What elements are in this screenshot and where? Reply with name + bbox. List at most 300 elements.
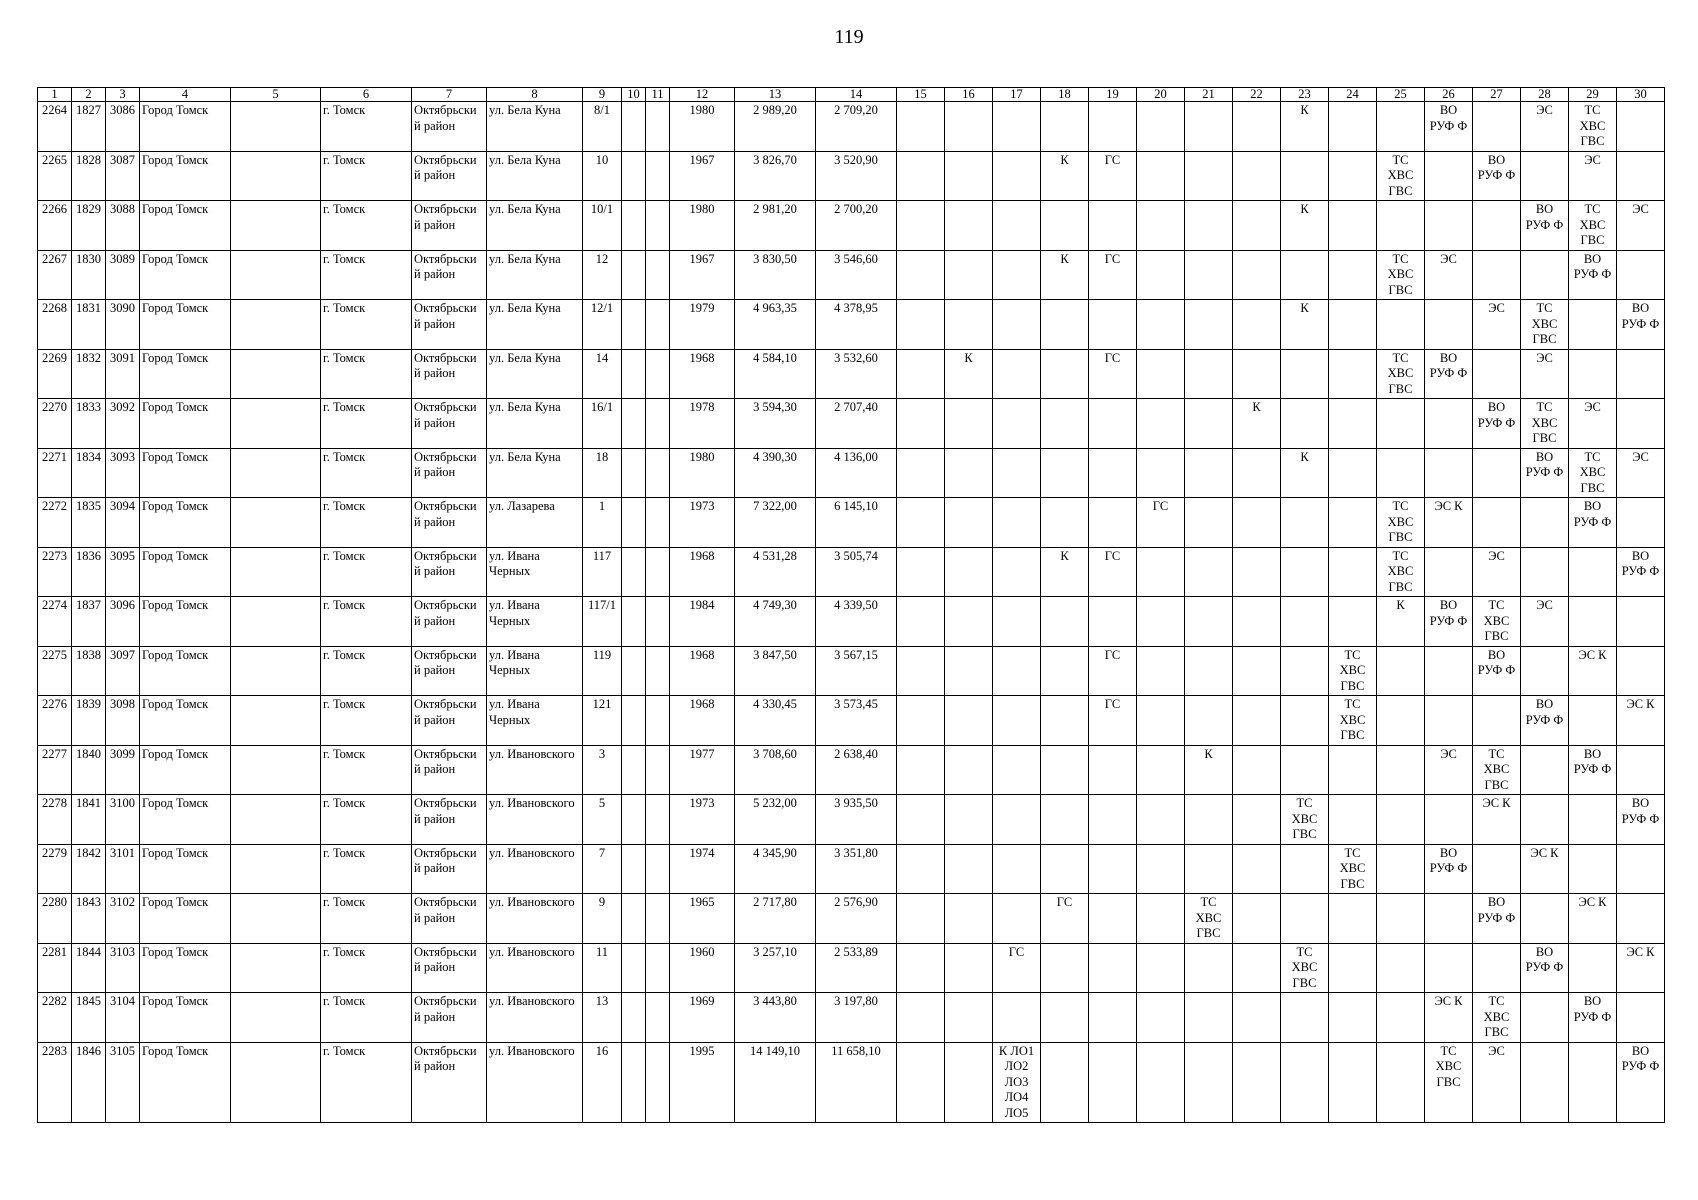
column-header: 18 [1041, 88, 1089, 102]
table-cell: ул. Ивана Черных [487, 646, 583, 696]
table-cell [1329, 448, 1377, 498]
table-cell [1569, 696, 1617, 746]
table-cell [1041, 844, 1089, 894]
table-cell: 3 830,50 [735, 250, 816, 300]
table-cell: Октябрьски й район [412, 448, 487, 498]
table-cell: г. Томск [321, 349, 412, 399]
table-cell: Город Томск [140, 844, 231, 894]
column-header: 17 [993, 88, 1041, 102]
table-cell [1089, 795, 1137, 845]
table-cell [1137, 844, 1185, 894]
table-cell [1233, 300, 1281, 350]
table-cell: ВО РУФ Ф [1569, 993, 1617, 1043]
table-cell: Город Томск [140, 349, 231, 399]
table-cell: 7 [583, 844, 622, 894]
table-cell [993, 646, 1041, 696]
table-cell [646, 943, 670, 993]
table-cell: ГС [1137, 498, 1185, 548]
table-cell: 4 963,35 [735, 300, 816, 350]
table-cell: Город Томск [140, 894, 231, 944]
table-cell: 4 339,50 [816, 597, 897, 647]
table-cell [1377, 201, 1425, 251]
table-cell [622, 102, 646, 152]
table-cell [1521, 745, 1569, 795]
table-cell [231, 300, 321, 350]
table-cell [1569, 349, 1617, 399]
table-cell: ВО РУФ Ф [1617, 1042, 1665, 1123]
table-cell: ТС ХВС ГВС [1329, 646, 1377, 696]
table-cell [1041, 696, 1089, 746]
table-cell: 3 935,50 [816, 795, 897, 845]
table-cell [1617, 894, 1665, 944]
table-cell: 4 345,90 [735, 844, 816, 894]
table-cell: 2 981,20 [735, 201, 816, 251]
table-cell: 3105 [106, 1042, 140, 1123]
table-row [38, 993, 1665, 1043]
table-cell: ЭС К [1617, 943, 1665, 993]
table-cell [1137, 745, 1185, 795]
table-cell [646, 795, 670, 845]
table-cell: 2281 [38, 943, 72, 993]
table-cell [1329, 1042, 1377, 1123]
table-cell [1329, 745, 1377, 795]
table-cell [646, 844, 670, 894]
table-cell [1425, 547, 1473, 597]
table-cell [897, 646, 945, 696]
table-cell [945, 300, 993, 350]
table-cell: 3101 [106, 844, 140, 894]
table-cell: 2282 [38, 993, 72, 1043]
table-cell [622, 745, 646, 795]
table-row [38, 250, 1665, 300]
table-cell [1233, 1042, 1281, 1123]
table-cell: ул. Бела Куна [487, 349, 583, 399]
table-cell [1233, 498, 1281, 548]
table-cell [231, 943, 321, 993]
table-cell [897, 498, 945, 548]
table-cell: К [1281, 201, 1329, 251]
table-cell [231, 1042, 321, 1123]
table-cell: 2283 [38, 1042, 72, 1123]
table-cell: ВО РУФ Ф [1425, 844, 1473, 894]
table-cell [897, 943, 945, 993]
table-cell: 3 594,30 [735, 399, 816, 449]
table-cell [945, 547, 993, 597]
table-cell [646, 646, 670, 696]
table-cell [1233, 547, 1281, 597]
table-cell: ул. Ивановского [487, 943, 583, 993]
table-cell [622, 894, 646, 944]
table-cell [993, 349, 1041, 399]
table-cell: 2264 [38, 102, 72, 152]
column-header: 23 [1281, 88, 1329, 102]
table-cell: 4 749,30 [735, 597, 816, 647]
column-header: 19 [1089, 88, 1137, 102]
table-cell [1137, 597, 1185, 647]
table-cell [1569, 795, 1617, 845]
table-cell: 2277 [38, 745, 72, 795]
table-cell [1089, 844, 1137, 894]
table-cell [646, 201, 670, 251]
table-cell: Октябрьски й район [412, 547, 487, 597]
table-cell: Октябрьски й район [412, 399, 487, 449]
table-cell: Город Томск [140, 1042, 231, 1123]
table-cell [646, 745, 670, 795]
table-cell: ЭС [1425, 745, 1473, 795]
table-row [38, 646, 1665, 696]
table-cell: 3100 [106, 795, 140, 845]
table-cell: 1827 [72, 102, 106, 152]
table-cell [897, 300, 945, 350]
table-cell [646, 1042, 670, 1123]
table-cell [1425, 696, 1473, 746]
table-cell [231, 547, 321, 597]
table-cell [1617, 646, 1665, 696]
table-cell: ГС [1089, 151, 1137, 201]
table-cell [1233, 151, 1281, 201]
table-cell [897, 597, 945, 647]
table-cell [993, 102, 1041, 152]
table-cell: ул. Бела Куна [487, 250, 583, 300]
table-cell: г. Томск [321, 597, 412, 647]
table-cell [993, 547, 1041, 597]
table-cell [1185, 151, 1233, 201]
table-cell [1377, 745, 1425, 795]
table-cell [897, 696, 945, 746]
table-cell [622, 498, 646, 548]
table-cell [1329, 498, 1377, 548]
table-cell [1329, 894, 1377, 944]
table-cell: 3 [583, 745, 622, 795]
table-cell [1185, 448, 1233, 498]
table-cell: ГС [1089, 547, 1137, 597]
table-body [38, 102, 1665, 1123]
table-cell: 3 708,60 [735, 745, 816, 795]
table-cell: ТС ХВС ГВС [1377, 151, 1425, 201]
table-cell [1617, 349, 1665, 399]
table-cell [646, 696, 670, 746]
table-cell [1089, 993, 1137, 1043]
table-cell: г. Томск [321, 745, 412, 795]
table-cell [945, 1042, 993, 1123]
table-cell [646, 993, 670, 1043]
table-cell [622, 448, 646, 498]
table-cell: 1839 [72, 696, 106, 746]
table-cell [1281, 399, 1329, 449]
table-cell: ЭС К [1617, 696, 1665, 746]
column-header: 5 [231, 88, 321, 102]
table-cell [1281, 1042, 1329, 1123]
table-cell [945, 399, 993, 449]
table-cell [646, 547, 670, 597]
table-cell: К [1281, 102, 1329, 152]
table-cell: 1995 [670, 1042, 735, 1123]
table-cell [1089, 745, 1137, 795]
table-cell [897, 250, 945, 300]
table-cell [993, 993, 1041, 1043]
table-cell: 7 322,00 [735, 498, 816, 548]
table-cell: 16/1 [583, 399, 622, 449]
table-cell [1521, 151, 1569, 201]
table-cell [1041, 498, 1089, 548]
table-cell: 2276 [38, 696, 72, 746]
table-cell [945, 498, 993, 548]
table-cell [1425, 646, 1473, 696]
table-cell [1329, 993, 1377, 1043]
table-cell: 1833 [72, 399, 106, 449]
table-cell: 4 136,00 [816, 448, 897, 498]
table-cell [1473, 201, 1521, 251]
table-cell [1569, 300, 1617, 350]
table-cell [1233, 448, 1281, 498]
table-row [38, 498, 1665, 548]
table-cell: ТС ХВС ГВС [1377, 349, 1425, 399]
table-cell: ВО РУФ Ф [1473, 646, 1521, 696]
column-header: 1 [38, 88, 72, 102]
table-cell: ВО РУФ Ф [1569, 498, 1617, 548]
table-cell [646, 349, 670, 399]
table-cell: 1967 [670, 151, 735, 201]
table-row [38, 943, 1665, 993]
table-cell [1185, 498, 1233, 548]
table-cell: 117 [583, 547, 622, 597]
table-cell: 1841 [72, 795, 106, 845]
table-cell [1185, 300, 1233, 350]
column-header: 29 [1569, 88, 1617, 102]
table-cell [1425, 894, 1473, 944]
table-cell [1233, 745, 1281, 795]
table-cell [622, 844, 646, 894]
table-cell [1617, 250, 1665, 300]
table-cell: 1969 [670, 993, 735, 1043]
table-cell: ТС ХВС ГВС [1185, 894, 1233, 944]
table-cell: 1974 [670, 844, 735, 894]
column-header: 2 [72, 88, 106, 102]
table-cell: ул. Ивана Черных [487, 696, 583, 746]
table-cell: ЭС [1569, 151, 1617, 201]
table-cell: ТС ХВС ГВС [1569, 448, 1617, 498]
table-cell: ТС ХВС ГВС [1281, 795, 1329, 845]
column-header: 27 [1473, 88, 1521, 102]
table-cell [646, 250, 670, 300]
table-cell [897, 399, 945, 449]
column-header: 6 [321, 88, 412, 102]
table-row [38, 448, 1665, 498]
table-cell: 1978 [670, 399, 735, 449]
table-cell [1329, 349, 1377, 399]
table-cell: Октябрьски й район [412, 844, 487, 894]
table-cell: ВО РУФ Ф [1425, 597, 1473, 647]
table-cell: 3092 [106, 399, 140, 449]
table-cell [993, 844, 1041, 894]
table-cell [1137, 894, 1185, 944]
table-row [38, 844, 1665, 894]
table-cell: 1968 [670, 349, 735, 399]
table-cell [1569, 943, 1617, 993]
table-cell: 1843 [72, 894, 106, 944]
table-cell: ул. Ивановского [487, 844, 583, 894]
table-cell [646, 300, 670, 350]
table-cell [1089, 201, 1137, 251]
table-cell: ул. Бела Куна [487, 151, 583, 201]
table-cell: 1980 [670, 102, 735, 152]
table-cell: К [1377, 597, 1425, 647]
table-cell: ул. Ивановского [487, 745, 583, 795]
table-cell: К [1185, 745, 1233, 795]
table-cell [897, 844, 945, 894]
table-cell [1137, 102, 1185, 152]
table-cell: ГС [1089, 349, 1137, 399]
table-cell [945, 745, 993, 795]
table-cell: 3087 [106, 151, 140, 201]
table-cell: 119 [583, 646, 622, 696]
table-cell: Октябрьски й район [412, 597, 487, 647]
table-cell [897, 547, 945, 597]
table-cell [231, 993, 321, 1043]
table-cell: ЭС [1617, 201, 1665, 251]
table-cell [945, 943, 993, 993]
column-header: 15 [897, 88, 945, 102]
table-cell [231, 250, 321, 300]
table-cell: Город Томск [140, 943, 231, 993]
table-cell [1473, 696, 1521, 746]
table-cell: 2265 [38, 151, 72, 201]
table-cell: 117/1 [583, 597, 622, 647]
table-cell: 2269 [38, 349, 72, 399]
table-cell: 3 505,74 [816, 547, 897, 597]
table-cell: ТС ХВС ГВС [1569, 201, 1617, 251]
table-cell: Октябрьски й район [412, 102, 487, 152]
table-cell [1329, 201, 1377, 251]
table-cell [945, 894, 993, 944]
table-cell [1569, 1042, 1617, 1123]
table-cell [945, 201, 993, 251]
table-cell [231, 151, 321, 201]
table-cell: К [945, 349, 993, 399]
table-cell [1233, 250, 1281, 300]
table-cell [1329, 250, 1377, 300]
table-cell [1185, 547, 1233, 597]
table-cell: 2274 [38, 597, 72, 647]
table-cell: 8/1 [583, 102, 622, 152]
column-header: 3 [106, 88, 140, 102]
table-cell [1041, 993, 1089, 1043]
table-cell: г. Томск [321, 399, 412, 449]
table-cell [1041, 349, 1089, 399]
table-cell [1041, 795, 1089, 845]
table-cell [1089, 943, 1137, 993]
table-cell: ВО РУФ Ф [1521, 696, 1569, 746]
table-cell: Город Томск [140, 597, 231, 647]
table-cell [1089, 1042, 1137, 1123]
table-cell [622, 696, 646, 746]
table-cell [1137, 250, 1185, 300]
table-cell: 9 [583, 894, 622, 944]
table-cell: ТС ХВС ГВС [1377, 250, 1425, 300]
table-cell [1137, 1042, 1185, 1123]
table-cell [1425, 943, 1473, 993]
table-cell [1329, 300, 1377, 350]
table-cell: 3095 [106, 547, 140, 597]
table-cell: Октябрьски й район [412, 151, 487, 201]
table-cell [945, 102, 993, 152]
table-cell: 4 330,45 [735, 696, 816, 746]
table-cell [1473, 448, 1521, 498]
table-cell: К [1041, 151, 1089, 201]
column-header: 30 [1617, 88, 1665, 102]
table-cell: 2279 [38, 844, 72, 894]
table-cell: ул. Бела Куна [487, 201, 583, 251]
table-cell: 1842 [72, 844, 106, 894]
table-cell: 5 [583, 795, 622, 845]
table-cell: 1968 [670, 547, 735, 597]
table-cell: 16 [583, 1042, 622, 1123]
table-cell [1617, 498, 1665, 548]
table-cell [1329, 795, 1377, 845]
table-cell: г. Томск [321, 844, 412, 894]
table-cell: Город Томск [140, 795, 231, 845]
table-cell: Октябрьски й район [412, 201, 487, 251]
table-cell: 10/1 [583, 201, 622, 251]
table-cell [1233, 646, 1281, 696]
table-cell: 1973 [670, 795, 735, 845]
table-cell [1521, 498, 1569, 548]
table-cell [1041, 300, 1089, 350]
table-cell: 1965 [670, 894, 735, 944]
table-cell [1377, 1042, 1425, 1123]
table-cell [1473, 844, 1521, 894]
table-cell [1137, 300, 1185, 350]
table-cell: г. Томск [321, 201, 412, 251]
table-cell: Октябрьски й район [412, 300, 487, 350]
table-cell: 2 700,20 [816, 201, 897, 251]
column-header: 8 [487, 88, 583, 102]
table-cell [622, 646, 646, 696]
table-cell [993, 745, 1041, 795]
table-cell [945, 993, 993, 1043]
table-cell [622, 795, 646, 845]
table-cell [1185, 250, 1233, 300]
table-cell: ЭС [1617, 448, 1665, 498]
table-cell: 1967 [670, 250, 735, 300]
table-cell: 2 576,90 [816, 894, 897, 944]
table-cell: Город Томск [140, 151, 231, 201]
table-cell: К [1041, 547, 1089, 597]
table-cell [1041, 448, 1089, 498]
table-cell: ТС ХВС ГВС [1329, 844, 1377, 894]
table-cell [897, 1042, 945, 1123]
table-cell: 1844 [72, 943, 106, 993]
table-cell: 3091 [106, 349, 140, 399]
table-row [38, 597, 1665, 647]
table-cell: 2 638,40 [816, 745, 897, 795]
table-cell [1521, 1042, 1569, 1123]
table-cell: 3 532,60 [816, 349, 897, 399]
table-cell: ВО РУФ Ф [1617, 795, 1665, 845]
table-cell: ВО РУФ Ф [1425, 102, 1473, 152]
table-cell: 1834 [72, 448, 106, 498]
table-row [38, 102, 1665, 152]
table-cell: ЭС [1521, 349, 1569, 399]
table-cell: г. Томск [321, 1042, 412, 1123]
table-cell [1041, 102, 1089, 152]
table-cell: Город Томск [140, 646, 231, 696]
table-cell [1089, 894, 1137, 944]
column-header: 24 [1329, 88, 1377, 102]
table-cell: ТС ХВС ГВС [1473, 745, 1521, 795]
table-cell [1041, 201, 1089, 251]
table-cell [1233, 597, 1281, 647]
